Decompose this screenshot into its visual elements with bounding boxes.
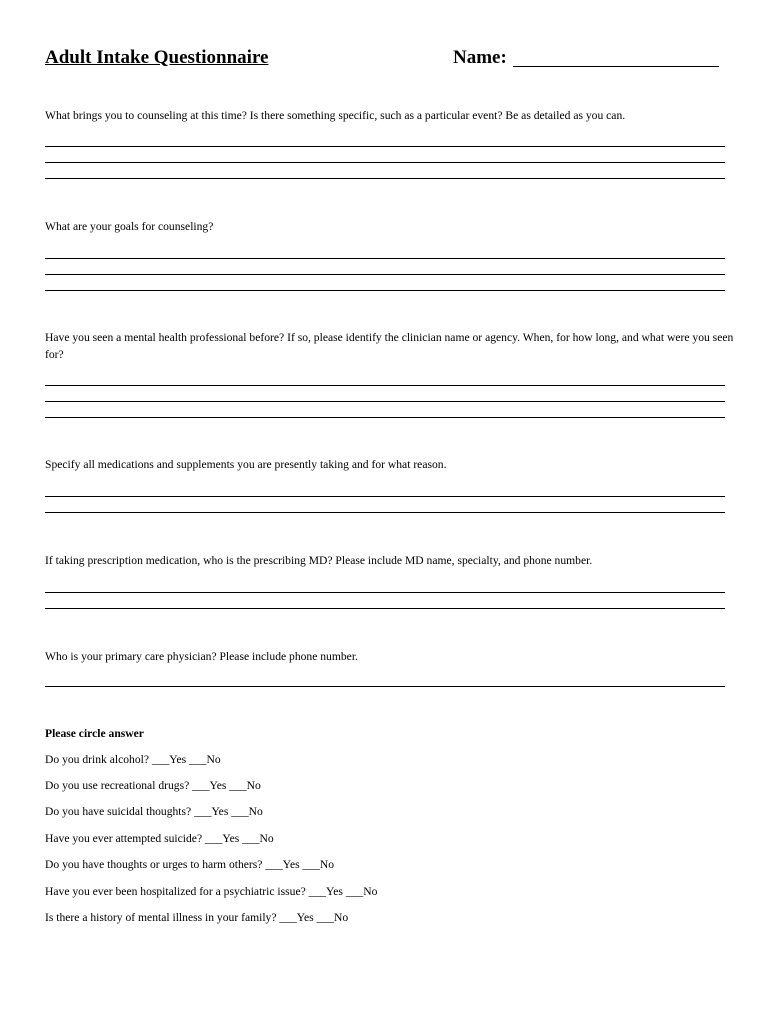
question-prescribing-md: If taking prescription medication, who is the prescribing MD? Please include MD name, specialty, and phone number.	[45, 554, 593, 567]
yes-no-question[interactable]: Do you have suicidal thoughts? ___Yes ___No	[45, 805, 263, 818]
question-primary-care: Who is your primary care physician? Please include phone number.	[45, 650, 358, 663]
question-medications: Specify all medications and supplements you are presently taking and for what reason.	[45, 458, 447, 471]
answer-line[interactable]	[45, 162, 725, 163]
yes-no-question[interactable]: Do you have thoughts or urges to harm others? ___Yes ___No	[45, 858, 335, 871]
yes-no-question[interactable]: Is there a history of mental illness in your family? ___Yes ___No	[45, 911, 349, 924]
answer-line[interactable]	[45, 592, 725, 593]
answer-line[interactable]	[45, 686, 725, 687]
yes-no-question[interactable]: Do you use recreational drugs? ___Yes ___No	[45, 779, 261, 792]
question-prior-treatment: Have you seen a mental health professional before? If so, please identify the clinician name or agency. When, for how long, and what were you seen for?	[45, 331, 734, 361]
circle-answer-heading: Please circle answer	[45, 727, 144, 740]
answer-line[interactable]	[45, 512, 725, 513]
answer-line[interactable]	[45, 258, 725, 259]
name-field[interactable]	[513, 66, 719, 67]
page-title: Adult Intake Questionnaire	[45, 47, 269, 68]
answer-line[interactable]	[45, 401, 725, 402]
answer-line[interactable]	[45, 417, 725, 418]
answer-line[interactable]	[45, 496, 725, 497]
yes-no-question[interactable]: Have you ever been hospitalized for a psychiatric issue? ___Yes ___No	[45, 885, 378, 898]
answer-line[interactable]	[45, 290, 725, 291]
question-goals: What are your goals for counseling?	[45, 220, 214, 233]
answer-line[interactable]	[45, 178, 725, 179]
answer-line[interactable]	[45, 385, 725, 386]
question-counseling-reason: What brings you to counseling at this time? Is there something specific, such as a particular event? Be as detailed as you can.	[45, 109, 626, 122]
name-label: Name:	[453, 47, 507, 68]
answer-line[interactable]	[45, 608, 725, 609]
yes-no-question[interactable]: Do you drink alcohol? ___Yes ___No	[45, 753, 221, 766]
answer-line[interactable]	[45, 146, 725, 147]
yes-no-question[interactable]: Have you ever attempted suicide? ___Yes ___No	[45, 832, 274, 845]
answer-line[interactable]	[45, 274, 725, 275]
